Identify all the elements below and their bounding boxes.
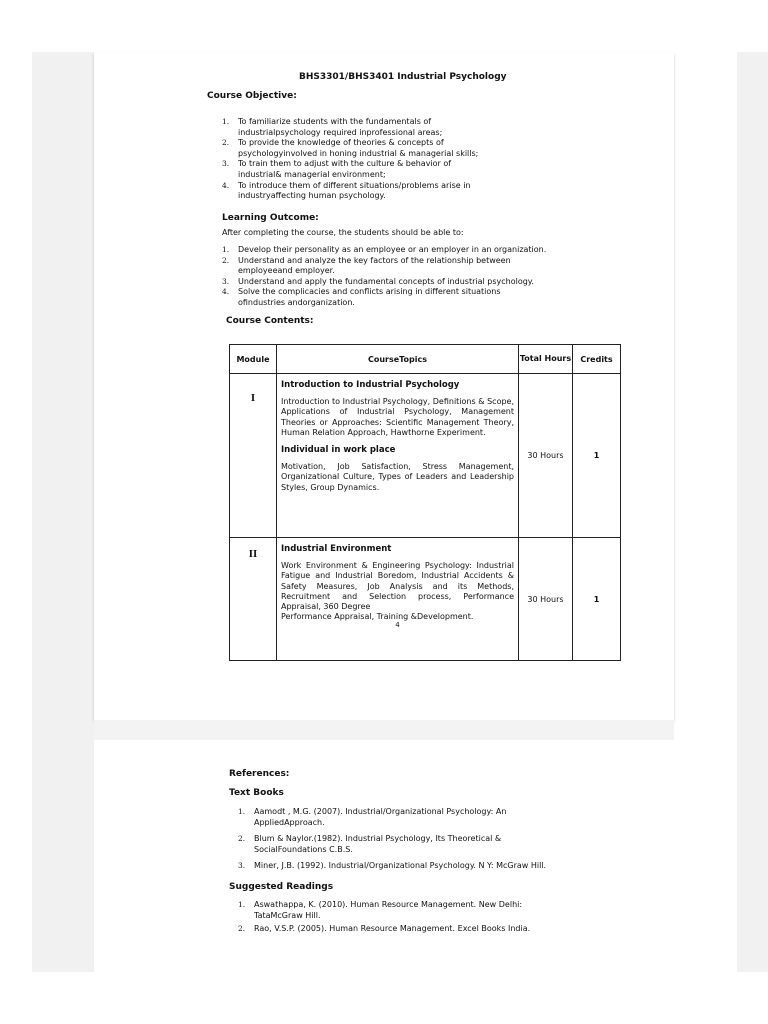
list-item-text: To familiarize students with the fundamentals of — [238, 117, 432, 126]
section-body: Introduction to Industrial Psychology, Definitions & Scope, Applications of Industrial Psychology, Management Theories or Approaches: Scientific Management Theory, Human Relation Approach, Hawthorne Experiment. — [281, 397, 514, 437]
table-row — [230, 538, 621, 661]
list-item-text: industryaffecting human psychology. — [238, 191, 386, 201]
suggested-heading: Suggested Readings — [229, 882, 334, 892]
list-number: 1. — [238, 900, 246, 909]
list-item-text: Understand and analyze the key factors of the relationship between — [238, 255, 511, 265]
list-item-text: To train them to adjust with the culture & behavior of — [238, 159, 452, 169]
list-item-text: employeeand employer. — [238, 266, 335, 276]
section-title: Industrial Environment — [281, 544, 392, 554]
list-item — [222, 181, 542, 202]
list-item-text: Blum & Naylor.(1982). Industrial Psychology, Its Theoretical & — [254, 834, 502, 844]
list-item — [238, 807, 598, 828]
objectives-list — [222, 117, 542, 202]
course-title: BHS3301/BHS3401 Industrial Psychology — [299, 72, 507, 82]
list-item — [222, 245, 582, 256]
list-number: 3. — [238, 861, 246, 871]
list-number: 2. — [222, 138, 230, 148]
viewer-left-margin — [32, 52, 94, 972]
list-number: 1. — [222, 245, 230, 254]
header-module: Module — [230, 345, 277, 374]
list-item — [222, 117, 542, 138]
list-number: 4. — [222, 180, 230, 190]
objective-heading: Course Objective: — [207, 91, 297, 101]
viewer-right-margin — [737, 52, 768, 972]
list-item — [238, 834, 598, 855]
outcomes-list — [222, 245, 582, 309]
section-body: Motivation, Job Satisfaction, Stress Management, Organizational Culture, Types of Leaders and Leadership Styles, Group Dynamics. — [281, 462, 514, 492]
list-number: 3. — [222, 276, 230, 286]
header-credits: Credits — [573, 345, 621, 374]
list-item — [222, 277, 582, 288]
section-extra-line: Performance Appraisal, Training &Development. — [281, 612, 474, 622]
topics-cell — [277, 374, 519, 538]
section-title: Introduction to Industrial Psychology — [281, 380, 460, 390]
list-item-text: Rao, V.S.P. (2005). Human Resource Management. Excel Books India. — [254, 924, 531, 934]
credits-cell: 1 — [573, 538, 621, 661]
outcome-heading: Learning Outcome: — [222, 213, 319, 223]
list-item — [222, 138, 542, 159]
list-item-text: TataMcGraw Hill. — [254, 910, 321, 920]
references-heading: References: — [229, 769, 290, 779]
list-item-text: To provide the knowledge of theories & concepts of — [238, 138, 444, 148]
list-item-text: industrialpsychology required inprofessional areas; — [238, 127, 443, 137]
list-item — [238, 900, 598, 921]
module-cell: I — [230, 374, 277, 538]
list-item — [238, 861, 598, 872]
section-body: Work Environment & Engineering Psychology: Industrial Fatigue and Industrial Boredom, Industrial Accidents & Safety Measures, Job Analysis and its Methods, Recruitment and Selection process, Performance Appraisal, 360 Degree — [281, 561, 514, 612]
topics-cell — [277, 538, 519, 661]
outcome-intro: After completing the course, the students should be able to: — [222, 228, 464, 237]
list-item-text: Aamodt , M.G. (2007). Industrial/Organizational Psychology: An — [254, 807, 507, 816]
list-number: 4. — [222, 287, 230, 297]
list-item-text: SocialFoundations C.B.S. — [254, 844, 353, 854]
course-contents-table — [229, 344, 621, 661]
list-item-text: psychologyinvolved in honing industrial & managerial skills; — [238, 148, 479, 158]
textbooks-list — [238, 807, 598, 878]
suggested-list — [238, 900, 598, 938]
page-separator — [94, 720, 674, 740]
list-item-text: Miner, J.B. (1992). Industrial/Organizational Psychology. N Y: McGraw Hill. — [254, 861, 547, 871]
list-item-text: Understand and apply the fundamental concepts of industrial psychology. — [238, 276, 534, 286]
list-item — [222, 287, 582, 308]
section-title: Individual in work place — [281, 445, 396, 456]
list-item-text: AppliedApproach. — [254, 817, 325, 827]
list-item-text: ofindustries andorganization. — [238, 297, 355, 307]
header-hours: Total Hours — [519, 345, 573, 374]
list-number: 3. — [222, 159, 230, 169]
list-item-text: To introduce them of different situations/problems arise in — [238, 180, 471, 190]
credits-cell: 1 — [573, 374, 621, 538]
hours-cell: 30 Hours — [519, 374, 573, 538]
list-number: 2. — [238, 834, 246, 844]
list-item-text: industrial& managerial environment; — [238, 169, 386, 179]
list-number: 2. — [238, 924, 246, 934]
header-topics: CourseTopics — [277, 345, 519, 374]
module-cell: II — [230, 538, 277, 661]
hours-cell: 30 Hours — [519, 538, 573, 661]
table-header-row — [230, 345, 621, 374]
list-item — [238, 924, 598, 935]
list-number: 1. — [222, 117, 230, 126]
list-number: 2. — [222, 255, 230, 265]
textbooks-heading: Text Books — [229, 788, 284, 798]
list-item-text: Develop their personality as an employee or an employer in an organization. — [238, 245, 547, 254]
list-item — [222, 256, 582, 277]
list-item-text: Aswathappa, K. (2010). Human Resource Management. New Delhi: — [254, 900, 523, 909]
page-number: 4 — [395, 621, 400, 630]
table-row — [230, 374, 621, 538]
list-item-text: Solve the complicacies and conflicts arising in different situations — [238, 287, 501, 297]
list-item — [222, 159, 542, 180]
contents-heading: Course Contents: — [226, 316, 314, 326]
list-number: 1. — [238, 807, 246, 816]
